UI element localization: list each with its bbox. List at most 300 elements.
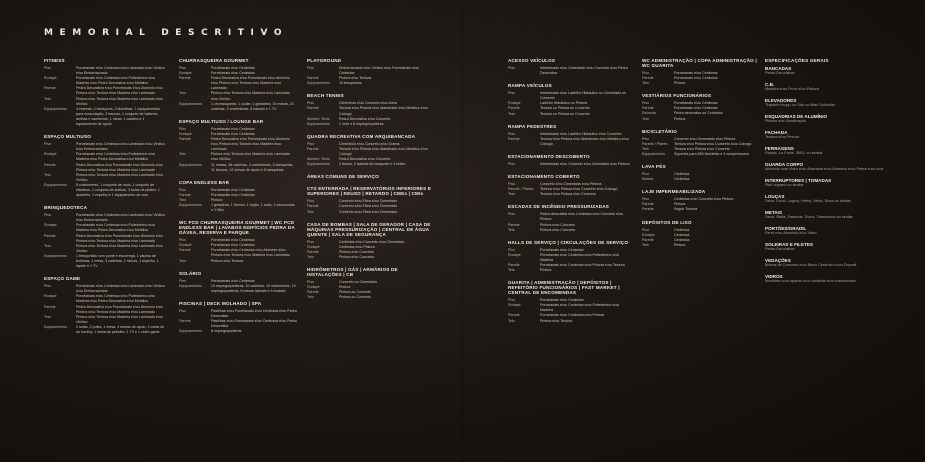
row-value: Porcelanato e/ou Cerâmica: [211, 278, 255, 283]
row-value: Pintura ou Concreto: [339, 295, 371, 300]
row-label: Piso: [179, 66, 186, 70]
row-value: Porcelanato e/ou Cerâmica e/ou Pintura e/ou Textura: [540, 262, 625, 267]
section: [307, 186, 432, 214]
row-value: Porcelanato e/ou Cerâmica: [211, 243, 255, 248]
section-title: VESTIÁRIOS FUNCIONÁRIOS: [642, 93, 712, 99]
row-label: Mureta: [642, 177, 654, 182]
row-value: Seguir Textura: [674, 207, 698, 212]
spec-item-value: Alumínio com Vidro e/ou Alvenaria e/ou Alumínio e/ou Pedra e/ou Inox: [765, 167, 884, 171]
row-value: Concreto e/ou Fibra e/ou Cimentado: [339, 209, 398, 214]
spec-item-title: VEDAÇÕES: [765, 258, 791, 263]
row-label: Piso: [307, 279, 314, 284]
row-value: 1 rede e 8 espreguiçadeiras: [339, 121, 384, 126]
spec-row: [44, 97, 166, 107]
row-value: Cimentício e/ou Concreto e/ou Grama: [339, 141, 400, 146]
row-label: Parede: [508, 222, 520, 227]
section: [508, 58, 633, 76]
spec-row: [44, 107, 166, 127]
spec-item-value: Incolores e/ou opacos e/ou modelos e/ou translúcidos: [765, 279, 856, 283]
row-value: Textura e/ou Pintura e/ou Concreto: [540, 192, 596, 197]
row-label: Mureta / Tenis: [307, 116, 330, 121]
row-label: Teto: [642, 81, 649, 86]
row-value: 5 colchonetes, 1 conjunto de rolos, 1 conjunto de elásticos, 1 conjunto de anilhas, 3 bolas de pilates, 1 aparelho, 1 espelho e 1 equipamento de som: [76, 182, 160, 198]
row-label: Equipamentos: [179, 162, 202, 167]
row-label: Rodapé: [642, 232, 655, 237]
section-title: FITNESS: [44, 58, 65, 63]
row-value: Suportes para 655 bicicletas e 4 compressores: [674, 151, 749, 156]
spec-row: [179, 284, 297, 294]
row-value: Porcelanato e/ou Cerâmica: [211, 66, 255, 70]
row-value: Porcelanato e/ou Cerâmica: [674, 101, 718, 106]
row-value: Pedra decorativa ou Cerâmica: [674, 111, 723, 116]
row-value: Porcelanato e/ou Cerâmica: [211, 131, 255, 136]
section: [508, 240, 633, 273]
section-title: DEPÓSITOS DE LIXO: [642, 219, 692, 225]
specs-list: [765, 66, 900, 284]
row-label: Parede: [307, 249, 319, 254]
row-label: Rodapé: [179, 243, 192, 248]
section: [307, 58, 432, 86]
row-label: Teto: [642, 116, 649, 121]
row-value: Porcelanato e/ou Cerâmica e/ou Laminado e/ou Vinílico e/ou Emborrachado: [76, 213, 165, 223]
spec-row: [307, 106, 432, 116]
row-label: Teto: [44, 314, 51, 319]
row-label: Parede: [179, 248, 191, 253]
row-value: Pintura e/ou Concreto: [540, 227, 575, 232]
row-value: Pedra Decorativa e/ou Porcelanato e/ou Alumínio e/ou Pintura e/ou Textura e/ou Madeira e/ou Laminado: [76, 233, 163, 243]
column-5: [642, 58, 757, 255]
row-label: Piso: [508, 182, 515, 187]
spec-item-value: Ferro e/ou Alumínio e/ou Vidro: [765, 231, 817, 235]
row-value: Cerâmica: [674, 237, 690, 242]
spec-row: [179, 137, 297, 152]
spec-row: [642, 117, 757, 122]
row-value: Textura e/ou Pintura e/ou Concreto e/ou Cobogó: [540, 187, 618, 192]
section-title: WC PCD CHURRASQUEIRA GOURMET | WC PCD ENDLESS BAR | LAVABOS EDIFÍCIOS PEDRA DA GÁVEA, RESERVA E PARQUE: [179, 220, 295, 236]
row-label: Parede: [44, 304, 56, 309]
row-label: Parede: [44, 86, 56, 91]
row-value: Porcelanato e/ou Cerâmica e/ou Poliestireno e/ou Madeira e/ou Pedra Decorativa e/ou Metálico: [76, 152, 156, 162]
section: [44, 134, 166, 198]
spec-row: [179, 329, 297, 334]
row-label: Parede: [44, 162, 56, 167]
spec-row: [508, 91, 633, 101]
section: [179, 271, 297, 294]
row-label: Parede: [307, 106, 319, 111]
row-value: Pastilhas e/ou Porcelanato e/ou Cerâmica e/ou Pedra Decorativa: [211, 308, 297, 318]
row-label: Parede: [642, 76, 654, 81]
row-value: Ladrilho Hidráulico ou Pintura: [540, 101, 588, 106]
row-value: Textura e/ou Pintura e/ou Concreto e/ou Cobogó: [674, 141, 752, 146]
spec-item-title: SOLEIRAS E FILETES: [765, 242, 813, 247]
row-value: Pintura e/ou Textura: [339, 76, 372, 81]
row-label: Piso: [508, 212, 515, 217]
section: [642, 58, 757, 86]
row-label: Teto: [508, 192, 515, 197]
spec-row: [44, 244, 166, 254]
row-label: Piso: [44, 213, 51, 218]
row-label: Parede: [179, 192, 191, 197]
row-label: Equipamentos: [44, 106, 67, 111]
column-3: [307, 58, 432, 307]
row-value: 2 traves, 2 tabelas de basquete e 3 redes: [339, 162, 406, 167]
row-label: Teto: [508, 268, 515, 273]
spec-row: [508, 137, 633, 147]
spec-item-title: PORTÕES/GRADIL: [765, 226, 807, 231]
section: [307, 174, 432, 179]
row-label: Piso: [642, 101, 649, 106]
row-value: 1 brinquedão com ponte e escorrega, 1 piscina de bolinhas, 1 mesa, 3 cadeiras, 2 nichos, 1 espelho, 1 tapete e 1 TV: [76, 253, 159, 269]
row-value: Textura e/ou Pintura e/ou Concreto: [674, 146, 730, 151]
spec-row: [44, 183, 166, 198]
row-label: Equipamentos: [642, 151, 665, 156]
section-title: ESPAÇO MULTIUSO: [44, 134, 91, 140]
row-value: 8 espreguiçadeiras: [211, 329, 242, 334]
row-label: Equipamentos: [179, 283, 202, 288]
row-label: Piso: [307, 101, 314, 106]
row-label: Rodapé: [44, 76, 57, 81]
row-value: Porcelanato e/ou Cerâmica e/ou Alumínio e/ou Pintura e/ou Textura e/ou Madeira e/ou Laminado: [211, 248, 290, 258]
spec-item-title: GUARDA CORPO: [765, 162, 804, 167]
row-value: Textura ou Pintura ou Concreto: [540, 106, 590, 111]
row-label: Rodapé: [508, 252, 521, 257]
row-label: Teto: [179, 197, 186, 202]
section-title: SOLÁRIO: [179, 270, 202, 276]
spec-item-value: Pedra Decorativa: [765, 247, 795, 251]
spec-row: [44, 152, 166, 162]
spec-row: [307, 66, 432, 76]
row-label: Rodapé: [44, 152, 57, 157]
spec-item-title: C.B.: [765, 82, 775, 87]
row-label: Parede: [307, 290, 319, 295]
section-title: PLAYGROUND: [307, 58, 342, 63]
row-value: Pintura: [211, 197, 223, 202]
section: [179, 301, 297, 334]
spec-item-value: Pedra Decorativa: [765, 71, 795, 75]
row-value: Porcelanato e/ou Cerâmica e/ou Poliestireno e/ou Madeira e/ou Pedra Decorativa e/ou Metálico: [76, 76, 156, 86]
spec-row: [307, 255, 432, 260]
row-label: Parede: [508, 106, 520, 111]
row-label: Parede: [307, 204, 319, 209]
row-value: Porcelanato e/ou Cerâmica: [211, 126, 255, 131]
section-title: ESTACIONAMENTO COBERTO: [508, 174, 580, 180]
row-value: Pintura e/ou Concreto: [540, 222, 575, 227]
row-value: Porcelanato e/ou Cerâmica e/ou Poliestireno e/ou Madeira e/ou Pedra Decorativa e/ou Metálico: [76, 223, 156, 233]
spec-item-value: Textura e/ou Pintura: [765, 135, 799, 139]
spec-row: [508, 192, 633, 197]
spec-row: [642, 81, 757, 86]
row-label: Piso: [307, 199, 314, 204]
page-spine: [462, 0, 463, 462]
section: [642, 220, 757, 248]
spec-row: [307, 162, 432, 167]
row-label: Piso: [307, 239, 314, 244]
row-label: Piso: [179, 187, 186, 192]
row-value: Pintura ou Concreto: [339, 290, 371, 295]
section: [307, 222, 432, 260]
spec-row: [179, 152, 297, 162]
spec-row: [44, 305, 166, 315]
row-label: Teto: [44, 96, 51, 101]
section-title: GUARITA | ADMINISTRAÇÃO | DEPÓSITOS | REFEITÓRIO FUNCIONÁRIOS | FAST MARKET | CENTRAL DE ENCOMENDAS: [508, 280, 620, 296]
row-value: Textura e/ou Pintura e/ou Alambrado e/ou Metálico e/ou Cobogó: [540, 136, 629, 146]
spec-row: [44, 76, 166, 86]
section: [179, 220, 297, 263]
row-value: Porcelanato e/ou Cerâmica: [540, 247, 584, 252]
row-label: Piso: [179, 238, 186, 243]
spec-row: [179, 91, 297, 101]
spec-item-title: BANCADAS: [765, 66, 792, 71]
section: [307, 134, 432, 167]
spec-item-value: Thyssen Krupp ou Otis ou Atlas Schindler: [765, 103, 836, 107]
row-label: Piso: [44, 142, 51, 147]
row-value: Pintura e/ou Textura: [540, 318, 573, 323]
row-value: Porcelanato e/ou Cerâmica: [540, 298, 584, 303]
row-value: Pedra Decorativa e/ou Porcelanato e/ou Alumínio e/ou Pintura e/ou Textura e/ou Madeira e/ou Laminado: [211, 76, 290, 91]
row-value: Porcelanato e/ou Cerâmica: [674, 71, 718, 75]
row-label: Parede: [179, 76, 191, 81]
row-value: Cerâmica e/ou Pintura: [339, 244, 375, 249]
spec-row: [179, 203, 297, 213]
spec-row: [44, 86, 166, 96]
row-value: Cerâmica: [674, 232, 690, 237]
section-title: QUADRA RECREATIVA COM ARQUIBANCADA: [307, 133, 416, 139]
row-value: Pedra Decorativa e/ou Concreto: [339, 116, 391, 121]
spec-row: [508, 162, 633, 167]
row-value: Pedra Decorativa e/ou Porcelanato e/ou Alumínio e/ou Pintura e/ou Textura e/ou Madeira e/ou Laminado: [76, 86, 163, 96]
row-value: Concreto e/ou Fibra e/ou Cimentado: [339, 199, 398, 204]
spec-row: [179, 248, 297, 258]
row-label: Parede: [307, 146, 319, 151]
row-value: Cerâmica: [674, 172, 690, 177]
row-label: Piso: [44, 284, 51, 289]
section-title: BRINQUEDOTECA: [44, 205, 88, 211]
row-value: Textura ou Pintura ou Concreto: [540, 111, 590, 116]
row-label: Parede / Pilares: [642, 141, 668, 146]
row-value: Cerâmica: [674, 227, 690, 232]
row-label: Parede: [642, 202, 654, 207]
row-value: Textura e/ou Pintura e/ou Alambrado e/ou Metálico e/ou Cobogó: [339, 146, 428, 157]
row-label: Parede / Pilares: [508, 187, 534, 192]
spec-row: [179, 163, 297, 173]
section-title: WC ADMINISTRAÇÃO | COPA ADMINISTRAÇÃO | WC GUARITA: [642, 58, 757, 68]
row-label: Piso: [508, 91, 515, 96]
row-label: Piso: [508, 298, 515, 303]
row-label: Rodapé: [307, 244, 320, 249]
row-label: Rodapé: [44, 223, 57, 228]
row-label: Parede: [508, 136, 520, 141]
row-value: Concreto e/ou Fibra e/ou Cimentado: [339, 204, 398, 209]
spec-row: [508, 319, 633, 324]
row-label: Teto: [44, 243, 51, 248]
spec-row: [44, 213, 166, 223]
row-value: Pintura e/ou Concreto: [339, 254, 374, 259]
spec-item-title: VIDROS: [765, 274, 783, 279]
section: [44, 205, 166, 269]
spec-row: [508, 112, 633, 117]
section: [642, 189, 757, 212]
spec-row: [44, 234, 166, 244]
row-label: Teto: [179, 258, 186, 263]
row-value: Concreto ou Cimentado: [339, 279, 377, 284]
row-value: Pintura e/ou Textura e/ou Madeira e/ou Laminado e/ou Vinílico: [76, 243, 163, 253]
row-label: Teto: [307, 254, 314, 259]
row-value: Intertravado e/ou Concreto e/ou Cimentado e/ou Pintura: [540, 161, 630, 166]
row-value: Porcelanato e/ou Cerâmica: [211, 192, 255, 197]
section-title: BEACH TENNIS: [307, 93, 344, 99]
column-1: [44, 58, 166, 342]
row-value: Intertravado e/ou Cimentado e/ou Concreto e/ou Pedra Decorativa: [540, 66, 628, 76]
section-title: BICICLETÁRIO: [642, 128, 678, 134]
row-label: Equipamentos: [44, 253, 67, 258]
spec-row: [179, 319, 297, 329]
section: [642, 93, 757, 121]
section: [508, 83, 633, 116]
row-value: Pintura e/ou Textura e/ou Madeira e/ou Laminado e/ou Vinílico: [76, 314, 163, 324]
section: [307, 93, 432, 126]
spec-item-value: Deca, Stella, Fabrimar, Docol, Tramontina ou similar: [765, 215, 853, 219]
row-label: Rodapé: [44, 294, 57, 299]
section-title: ÁREAS COMUNS DE SERVIÇO: [307, 174, 379, 180]
section-title: PISCINAS | DECK MOLHADO | SPA: [179, 300, 262, 306]
row-label: Piso: [179, 278, 186, 283]
section: [508, 174, 633, 197]
section-title: HIDRÔMETROS | GÁS | ARMÁRIOS DE INSTALAÇÕES | CB: [307, 266, 398, 277]
row-label: Rodapé: [508, 101, 521, 106]
row-label: Teto: [307, 209, 314, 214]
spec-row: [179, 76, 297, 91]
section-title: CHURRASQUEIRA GOURMET: [179, 58, 249, 63]
row-value: 10 espreguiçadeiras, 10 cadeiras, 10 ombrelones, 10 espreguiçadeiras, 6 mesas laterais e 6 chaises: [211, 283, 296, 293]
spec-row: [44, 142, 166, 152]
row-label: Parede: [642, 237, 654, 242]
spec-row: [179, 102, 297, 112]
row-label: Equipamentos: [307, 162, 330, 167]
section: [508, 124, 633, 147]
row-label: Parede: [44, 233, 56, 238]
row-label: Piso: [307, 66, 314, 70]
row-label: Equipamentos: [44, 324, 67, 329]
section-title: HALLS DE SERVIÇO | CIRCULAÇÕES DE SERVIÇO: [508, 239, 629, 245]
row-value: Porcelanato e/ou Cerâmica e/ou Poliestireno e/ou Madeira: [540, 303, 620, 313]
row-value: 2 sofás, 2 pufes, 1 mesa, 4 mesas de apoio, 1 mesa de air hockey, 1 mesa de pebolim, 1 TV e 1 video game: [76, 324, 165, 335]
row-value: Cerâmica: [674, 177, 690, 182]
spec-row: [307, 81, 432, 86]
row-label: Rodapé: [179, 131, 192, 136]
row-value: Textura e/ou Pintura e/ou Alambrado e/ou Metálico e/ou Cobogó: [339, 106, 428, 116]
section-title: ACESSO VEÍCULOS: [508, 58, 556, 63]
row-value: Pintura e/ou Concreto: [339, 249, 374, 254]
row-label: Piso: [307, 141, 314, 146]
spec-row: [642, 177, 757, 182]
row-value: Porcelanato e/ou Cerâmica e/ou Laminado e/ou Vinílico e/ou Emborrachado: [76, 284, 165, 294]
row-label: Equipamentos: [179, 101, 202, 106]
row-label: Piso: [642, 136, 649, 141]
row-value: Porcelanato e/ou Cerâmica e/ou Poliestireno e/ou Madeira e/ou Pedra Decorativa e/ou Metálico: [76, 294, 156, 304]
spec-item-value: Madeira e/ou Ferro e/ou Pintura: [765, 87, 819, 91]
spec-row: [44, 163, 166, 173]
spec-item-title: FERRAGENS: [765, 146, 794, 151]
row-label: Parede: [642, 207, 654, 212]
section-title: LAVA PÉS: [642, 164, 666, 170]
spec-row: [179, 309, 297, 319]
section: [642, 164, 757, 182]
spec-row: [508, 212, 633, 222]
section-title: CTS ENTERRADA | RESERVATÓRIOS INFERIORES E SUPERIORES | REUSO | RETARDO | CMEs | CMIs: [307, 186, 432, 197]
row-value: Cerâmica e/ou Concreto e/ou Pintura: [674, 197, 734, 202]
spec-row: [642, 207, 757, 212]
row-label: Equipamentos: [179, 329, 202, 334]
section-title: RAMPA VEÍCULOS: [508, 83, 552, 89]
column-4: [508, 58, 633, 331]
section: [508, 280, 633, 323]
row-value: Porcelanato e/ou Cerâmica e/ou Laminado e/ou Vinílico e/ou Emborrachado: [76, 142, 165, 152]
spec-row: [44, 315, 166, 325]
row-value: Pintura: [674, 116, 686, 121]
row-value: Porcelanato e/ou Cerâmica: [211, 71, 255, 76]
section: [307, 267, 432, 300]
row-value: Pintura e/ou Textura: [211, 258, 244, 263]
row-value: Pedra Decorativa e/ou Porcelanato e/ou Alumínio e/ou Pintura e/ou Textura e/ou Madeira e/ou Laminado: [76, 304, 163, 314]
row-label: Piso: [642, 227, 649, 232]
row-value: Pedra Decorativa e/ou Porcelanato e/ou Alumínio e/ou Pintura e/ou Textura e/ou Madeira e/ou Laminado: [76, 162, 163, 172]
spec-item-title: FACHADA: [765, 130, 788, 135]
row-label: Equipamentos: [179, 202, 202, 207]
row-value: Emborrachado e/ou Vinílico e/ou Porcelanato e/ou Cerâmica: [339, 66, 420, 76]
row-label: Piso: [508, 247, 515, 252]
row-value: Intertravado e/ou Ladrilho Hidráulico e/ou Concreto: [540, 131, 622, 136]
spec-row: [307, 210, 432, 215]
row-label: Parede: [508, 262, 520, 267]
section: [508, 204, 633, 232]
section: [179, 180, 297, 213]
row-label: Piso: [508, 131, 515, 136]
row-value: Pintura: [540, 268, 552, 273]
section-title: ESCADAS DE INCÊNDIO PRESSURIZADAS: [508, 204, 610, 210]
spec-row: [44, 325, 166, 335]
section-title: LAJE IMPERMEABILIZADA: [642, 189, 706, 195]
row-label: Rodapé: [179, 71, 192, 76]
section-title: ESPAÇO GAME: [44, 276, 81, 282]
section: [508, 154, 633, 167]
row-label: Equipamentos: [44, 182, 67, 187]
row-value: Pintura e/ou Textura e/ou Madeira e/ou Laminado e/ou Vinílico: [211, 91, 290, 101]
row-value: Pintura e/ou Textura e/ou Madeira e/ou Laminado e/ou Vinílico: [76, 96, 163, 106]
row-value: Pedra Decorativa e/ou Concreto: [339, 157, 391, 162]
specs-column: [765, 58, 900, 290]
section-title: COPA ENDLESS BAR: [179, 179, 230, 185]
spec-item-title: LOUÇAS: [765, 194, 785, 199]
row-value: Pedra Decorativa e/ou Porcelanato e/ou Alumínio e/ou Pintura e/ou Textura e/ou Madeira e/ou Laminado: [211, 137, 290, 152]
row-value: Pintura e/ou Textura e/ou Madeira e/ou Laminado e/ou Vinílico: [211, 152, 290, 162]
specs-title: ESPECIFICAÇÕES GERAIS: [765, 58, 829, 63]
row-label: Piso: [179, 308, 186, 313]
row-value: Pedra decorativa e/ou Cerâmica e/ou Concreto e/ou Pintura: [540, 212, 624, 222]
row-value: Pastilhas e/ou Porcelanato e/ou Cerâmica e/ou Pedra Decorativa: [211, 319, 297, 329]
row-label: Parede: [307, 76, 319, 81]
row-label: Teto: [179, 152, 186, 157]
row-label: Teto: [307, 295, 314, 300]
row-label: Parede: [642, 106, 654, 111]
spec-row: [44, 223, 166, 233]
row-value: Pintura: [674, 202, 686, 207]
spec-item-value: Blocos de Concreto e/ou Bloco Cerâmico e/ou Drywall: [765, 263, 857, 267]
row-value: Intertravado e/ou Ladrilho Hidráulico ou Cimentado ou Concreto: [540, 91, 627, 101]
page-title: MEMORIAL DESCRITIVO: [44, 28, 289, 38]
section-title: CASA DE BOMBAS | SALA DE GERADOR | CASA DE MÁQUINAS PRESSURIZAÇÃO | CENTRAL DE ÁGUA QUENTE | SALA DE SEGURANÇA: [307, 221, 431, 237]
row-label: Piso: [642, 71, 649, 75]
row-label: Piso: [508, 66, 515, 70]
